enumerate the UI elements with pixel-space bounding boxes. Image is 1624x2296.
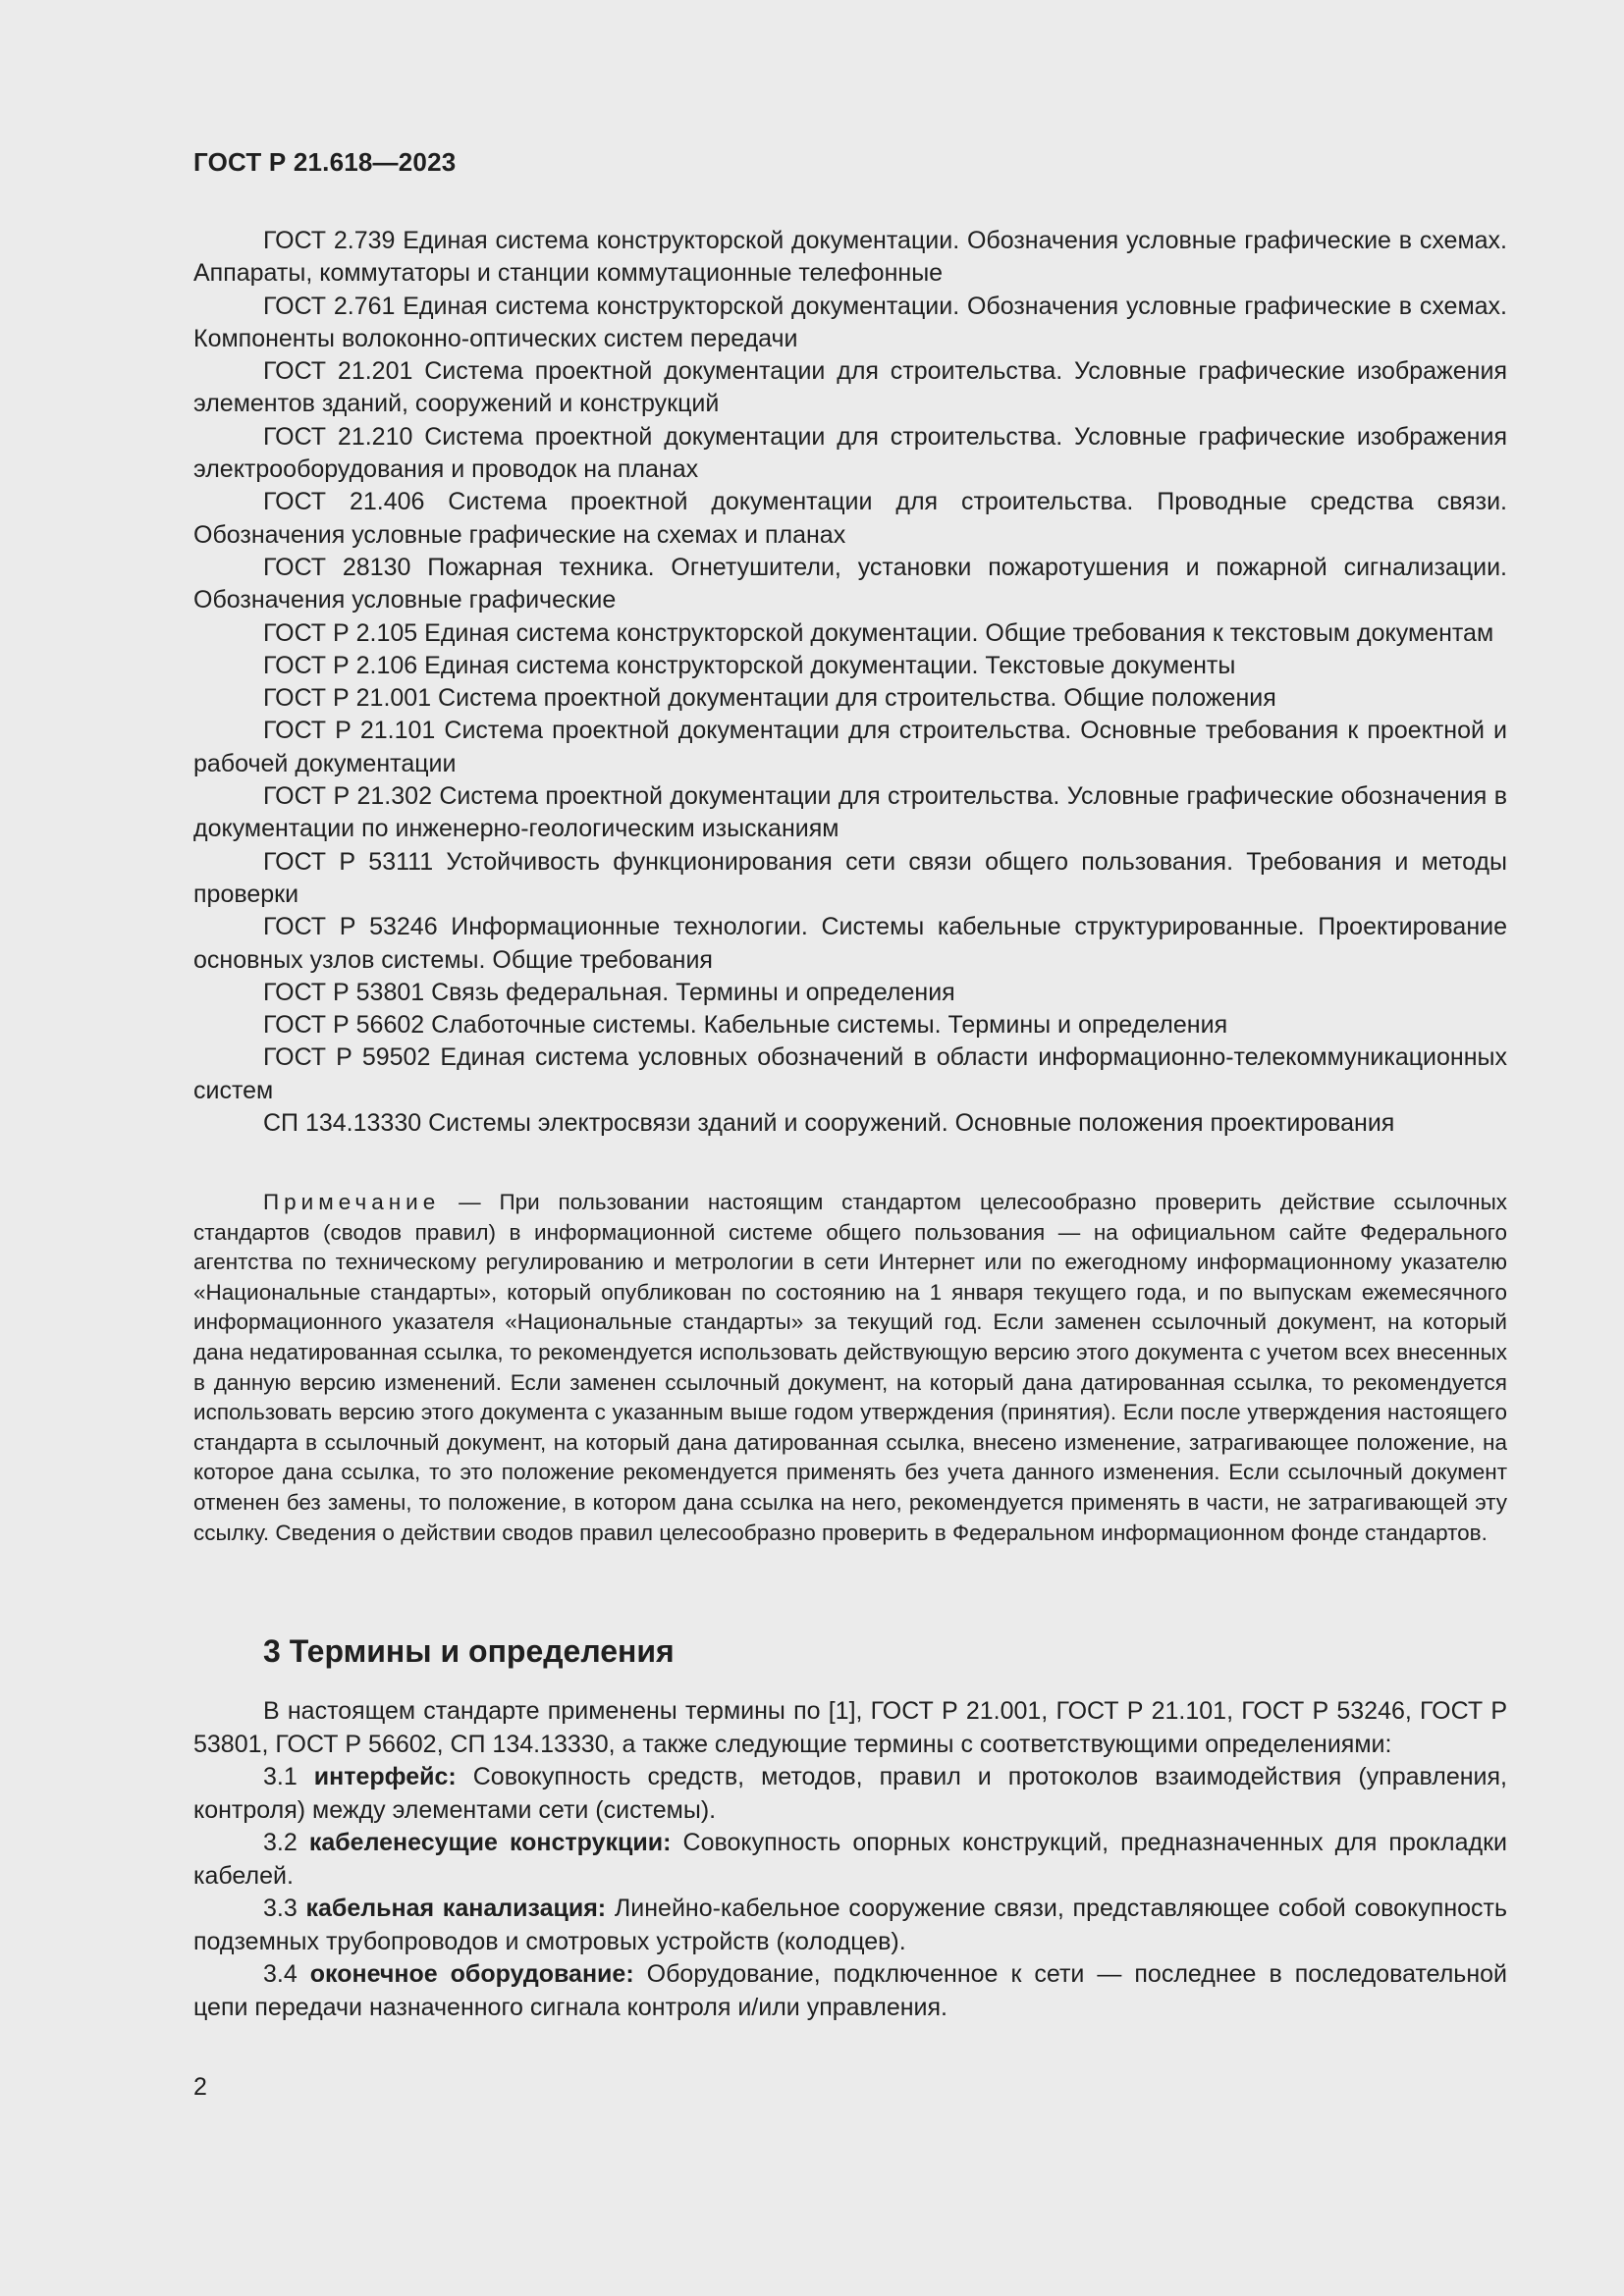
page-number: 2: [193, 2073, 207, 2101]
reference-item: ГОСТ 21.210 Система проектной документации для строительства. Условные графические изображения электрооборудования и проводок на планах: [193, 422, 1507, 484]
note-text: — При пользовании настоящим стандартом целесообразно проверить действие ссылочных стандартов (сводов правил) в информационной системе общего пользования — на официальном сайте Федерального агентства по техническому регулированию и метрологии в сети Интернет или по ежегодному информационному указателю «Национальные стандарты», который опубликован по состоянию на 1 января текущего года, и по выпускам ежемесячного информационного указателя «Национальные стандарты» за текущий год. Если заменен ссылочный документ, на который дана недатированная ссылка, то рекомендуется использовать действующую версию этого документа с учетом всех внесенных в данную версию изменений. Если заменен ссылочный документ, на который дана датированная ссылка, то рекомендуется использовать версию этого документа с указанным выше годом утверждения (принятия). Если после утверждения настоящего стандарта в ссылочный документ, на который дана датированная ссылка, внесено изменение, затрагивающее положение, на которое дана ссылка, то это положение рекомендуется применять без учета данного изменения. Если ссылочный документ отменен без замены, то положение, в котором дана ссылка на него, рекомендуется применять в части, не затрагивающей эту ссылку. Сведения о действии сводов правил целесообразно проверить в Федеральном информационном фонде стандартов.: [193, 1190, 1507, 1545]
reference-item: ГОСТ Р 2.106 Единая система конструкторской документации. Текстовые документы: [263, 651, 1236, 679]
term-name: оконечное оборудование:: [309, 1960, 634, 1988]
reference-item: ГОСТ 2.761 Единая система конструкторской документации. Обозначения условные графические в схемах. Компоненты волоконно-оптических систем передачи: [193, 292, 1507, 352]
term-number: 3.4: [263, 1960, 298, 1988]
reference-item: ГОСТ Р 21.302 Система проектной документации для строительства. Условные графические обозначения в документации по инженерно-геологическим изысканиям: [193, 782, 1507, 843]
reference-item: ГОСТ 2.739 Единая система конструкторской документации. Обозначения условные графические в схемах. Аппараты, коммутаторы и станции коммутационные телефонные: [193, 227, 1507, 288]
reference-item: ГОСТ Р 53801 Связь федеральная. Термины и определения: [263, 978, 955, 1006]
section-intro: В настоящем стандарте применены термины по [1], ГОСТ Р 21.001, ГОСТ Р 21.101, ГОСТ Р 53246, ГОСТ Р 53801, ГОСТ Р 56602, СП 134.13330, а также следующие термины с соответствующими определениями:: [193, 1697, 1507, 1758]
term-definition: Оборудование, подключенное к сети — последнее в последовательной цепи передачи назначенного сигнала контроля и/или управления.: [193, 1960, 1508, 2021]
reference-item: ГОСТ Р 53246 Информационные технологии. Системы кабельные структурированные. Проектирование основных узлов системы. Общие требования: [193, 913, 1507, 974]
reference-item: ГОСТ Р 53111 Устойчивость функционирования сети связи общего пользования. Требования и методы проверки: [193, 847, 1507, 908]
term-name: интерфейс:: [313, 1763, 457, 1790]
term-item: [193, 1893, 1507, 1958]
term-name: кабеленесущие конструкции:: [308, 1829, 672, 1856]
term-item: [193, 1761, 1507, 1827]
term-item: [193, 1958, 1507, 2024]
term-number: 3.1: [263, 1763, 298, 1790]
note-paragraph: [193, 1188, 1507, 1548]
reference-item: ГОСТ 28130 Пожарная техника. Огнетушители, установки пожаротушения и пожарной сигнализации. Обозначения условные графические: [193, 553, 1507, 614]
note-label: Примечание: [263, 1190, 441, 1214]
reference-item: ГОСТ Р 56602 Слаботочные системы. Кабельные системы. Термины и определения: [263, 1011, 1228, 1040]
reference-item: СП 134.13330 Системы электросвязи зданий и сооружений. Основные положения проектирования: [263, 1109, 1395, 1138]
term-definition: Совокупность опорных конструкций, предназначенных для прокладки кабелей.: [193, 1829, 1507, 1890]
term-name: кабельная канализация:: [305, 1895, 607, 1922]
reference-item: ГОСТ Р 21.101 Система проектной документации для строительства. Основные требования к проектной и рабочей документации: [193, 717, 1507, 777]
reference-item: ГОСТ 21.406 Система проектной документации для строительства. Проводные средства связи. Обозначения условные графические на схемах и планах: [193, 488, 1507, 549]
reference-item: ГОСТ Р 2.105 Единая система конструкторской документации. Общие требования к текстовым документам: [263, 618, 1494, 647]
term-definition: Линейно-кабельное сооружение связи, представляющее собой совокупность подземных трубопроводов и смотровых устройств (колодцев).: [193, 1895, 1507, 1955]
term-item: [193, 1827, 1507, 1893]
document-header: ГОСТ Р 21.618—2023: [193, 147, 457, 177]
term-number: 3.2: [263, 1829, 298, 1856]
terms-section: [193, 1695, 1507, 2024]
note-block: [193, 1188, 1507, 1548]
reference-item: ГОСТ Р 59502 Единая система условных обозначений в области информационно-телекоммуникационных систем: [193, 1043, 1507, 1104]
normative-references-list: [193, 225, 1507, 1140]
term-definition: Совокупность средств, методов, правил и протоколов взаимодействия (управления, контроля) между элементами сети (системы).: [193, 1763, 1507, 1824]
section-title: 3 Термины и определения: [263, 1633, 675, 1669]
term-number: 3.3: [263, 1895, 298, 1922]
reference-item: ГОСТ Р 21.001 Система проектной документации для строительства. Общие положения: [263, 684, 1276, 713]
reference-item: ГОСТ 21.201 Система проектной документации для строительства. Условные графические изображения элементов зданий, сооружений и конструкций: [193, 357, 1507, 418]
